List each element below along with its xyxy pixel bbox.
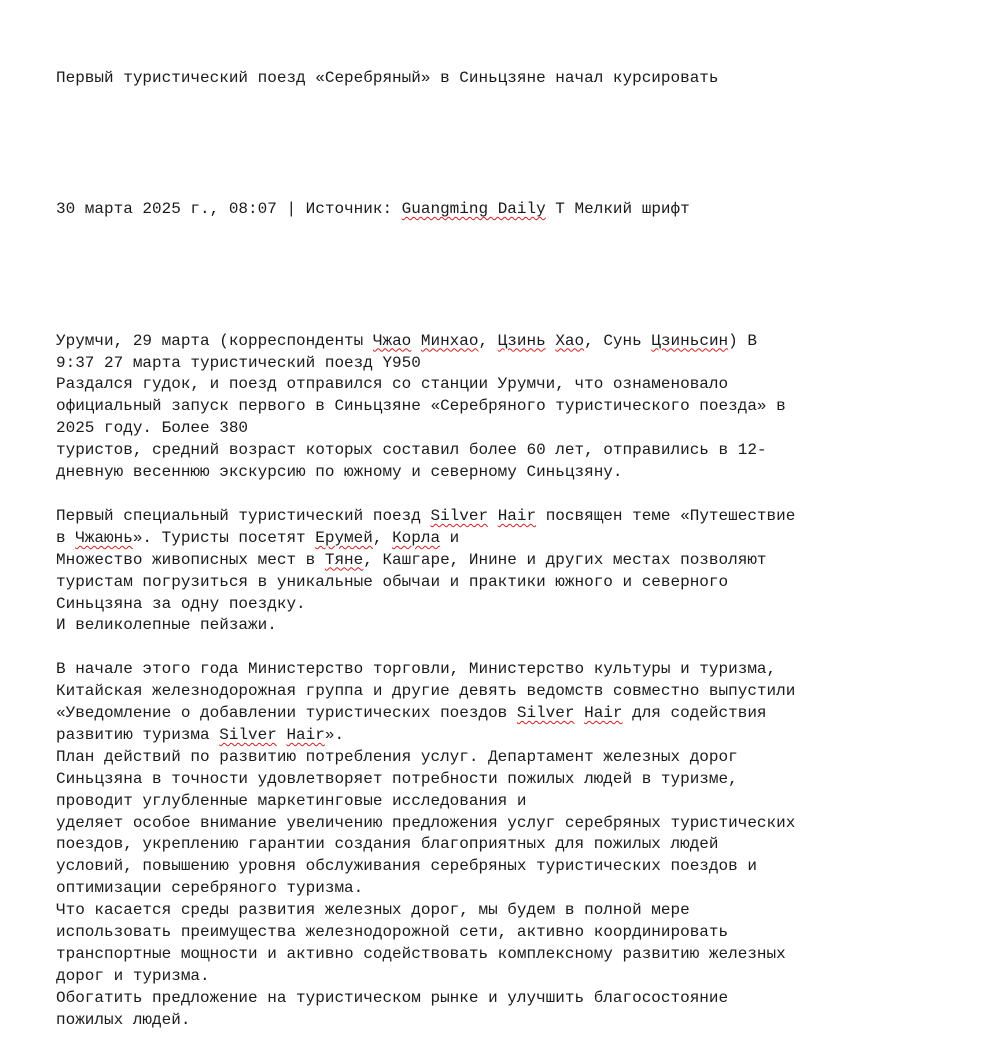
text-run: транспортные мощности и активно содействовать комплексному развитию железных [56,945,786,963]
flagged-word: Корла [392,528,441,547]
text-run [546,332,556,350]
text-run: 9:37 27 марта туристический поезд Y950 [56,353,421,372]
text-line [56,813,956,835]
text-run: туристов, средний возраст которых составил более 60 лет, отправились в 12- [56,441,767,460]
text-line [56,594,956,616]
text-run: оптимизации серебряного туризма. [56,879,364,898]
publish-date: 30 марта 2025 г., 08:07 [56,200,277,219]
flagged-word: Ерумей [315,528,373,547]
text-line [56,659,956,681]
text-line [56,769,956,791]
text-run: План действий по развитию потребления услуг. Департамент железных дорог [56,747,738,766]
text-line [56,353,956,375]
flagged-word: Цзинь [497,331,546,350]
text-line [56,878,956,900]
text-line [56,1010,956,1032]
source-name: Guangming Daily [401,200,546,219]
text-line [56,725,956,747]
text-line [56,418,956,440]
text-run: уделяет особое внимание увеличению предложения услуг серебряных туристических [56,813,796,832]
spacer [56,265,956,287]
text-run [277,726,287,744]
text-line [56,506,956,528]
flagged-word: Silver [430,506,489,525]
text-run: Обогатить предложение на туристическом рынке и улучшить благосостояние [56,988,729,1007]
article [56,24,956,1054]
text-run: поездов, укреплению гарантии создания благоприятных для пожилых людей [56,835,719,854]
text-run: в [56,528,76,547]
text-run: , Кашгаре, Инине и других местах позволяют [363,550,767,569]
text-line [56,834,956,856]
text-run [488,507,498,525]
text-run: Первый специальный туристический поезд [56,506,431,525]
text-line [56,572,956,594]
text-run: Синьцзяна в точности удовлетворяет потребности пожилых людей в туризме, [56,769,738,788]
text-run: проводит углубленные маркетинговые исследования и [56,791,527,810]
text-run [411,332,421,350]
text-line [56,900,956,922]
text-run: Множество живописных мест в [56,550,325,569]
flagged-word: Минхао [420,331,479,350]
text-run: для содействия [622,704,767,723]
text-line [56,550,956,572]
text-run: ». [324,725,345,744]
text-line [56,922,956,944]
paragraph-spacer [56,484,956,506]
spacer [56,134,956,156]
flagged-word: Hair [497,506,537,525]
text-line [56,396,956,418]
text-line [56,528,956,550]
article-title: Первый туристический поезд «Серебряный» в Синьцзяне начал курсировать [56,68,719,87]
paragraph-spacer [56,637,956,659]
text-run: «Уведомление о добавлении туристических поездов [56,704,517,723]
flagged-word: Цзиньсин [651,331,729,350]
flagged-word: Silver [516,704,575,723]
text-run: ) В [728,331,757,350]
text-run: использовать преимущества железнодорожной сети, активно координировать [56,923,729,942]
text-run: , [372,528,393,547]
flagged-word: Тяне [324,550,364,569]
text-run: условий, повышению уровня обслуживания серебряных туристических поездов и [56,857,757,876]
font-size-toggle[interactable]: Т Мелкий шрифт [545,200,690,219]
text-line [56,681,956,703]
text-run [574,704,584,722]
text-run: пожилых людей. [56,1010,191,1029]
text-run: дневную весеннюю экскурсию по южному и северному Синьцзяну. [56,463,623,482]
paragraph [56,659,956,1031]
text-line [56,703,956,725]
text-run: ». Туристы посетят [132,528,316,547]
text-line [56,440,956,462]
article-meta [56,199,956,221]
text-run: И великолепные пейзажи. [56,616,277,635]
text-line [56,462,956,484]
text-line [56,944,956,966]
paragraph [56,331,956,484]
text-line [56,856,956,878]
source-label: Источник: [305,200,402,219]
text-run: , [478,331,498,350]
text-line [56,374,956,396]
text-run: Урумчи, 29 марта (корреспонденты [56,331,373,350]
text-run: Раздался гудок, и поезд отправился со станции Урумчи, что ознаменовало [56,375,729,394]
flagged-word: Silver [219,725,277,744]
flagged-word: Чжаюнь [75,528,133,547]
article-body [56,331,956,1032]
text-line [56,747,956,769]
flagged-word: Hair [286,725,325,744]
flagged-word: Чжао [372,331,412,350]
text-line [56,791,956,813]
text-run: туристам погрузиться в уникальные обычаи и практики южного и северного [56,572,729,591]
text-run: 2025 году. Более 380 [56,419,249,438]
text-line [56,966,956,988]
text-line [56,988,956,1010]
flagged-word: Хао [555,331,585,350]
text-line [56,331,956,353]
meta-separator: | [276,200,306,219]
paragraph [56,506,956,637]
text-run: В начале этого года Министерство торговли, Министерство культуры и туризма, [56,660,777,679]
text-run: и [440,528,460,547]
text-run: дорог и туризма. [56,966,210,985]
text-run: посвящен теме «Путешествие [536,506,796,525]
text-line [56,615,956,637]
flagged-word: Hair [584,704,623,723]
text-run: , Сунь [584,331,652,350]
text-run: Что касается среды развития железных дорог, мы будем в полной мере [56,901,690,920]
text-run: официальный запуск первого в Синьцзяне «Серебряного туристического поезда» в [56,397,786,416]
text-run: развитию туризма [56,725,220,744]
text-run: Китайская железнодорожная группа и другие девять ведомств совместно выпустили [56,682,796,701]
text-run: Синьцзяна за одну поездку. [56,594,306,613]
